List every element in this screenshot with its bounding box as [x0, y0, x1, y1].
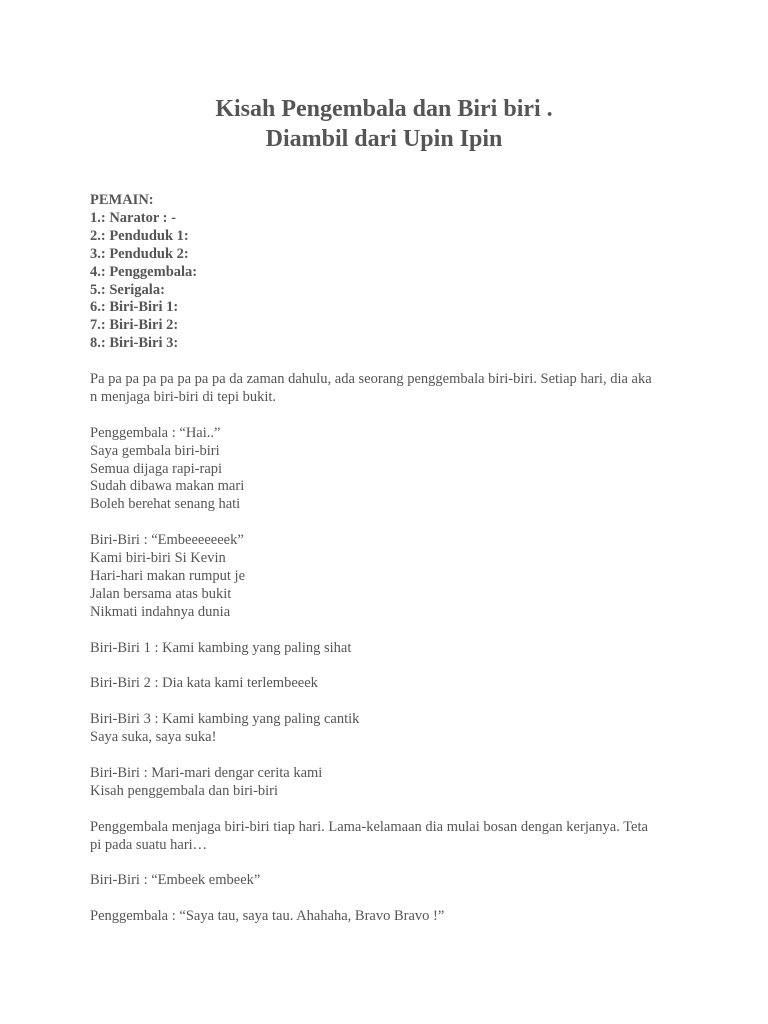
text-line: Penggembala : “Saya tau, saya tau. Ahahaha, Bravo Bravo !” [90, 908, 445, 925]
text-line: Saya suka, saya suka! [90, 729, 217, 746]
cast-item: 4.: Penggembala: [90, 263, 198, 280]
text-line: Penggembala : “Hai..” [90, 424, 221, 441]
cast-item: 6.: Biri-Biri 1: [90, 299, 179, 316]
title-line-2: Diambil dari Upin Ipin [265, 126, 503, 152]
text-line: Jalan bersama atas bukit [90, 585, 232, 602]
text-line: Kami biri-biri Si Kevin [90, 550, 226, 567]
paragraph-biri-1 [90, 640, 690, 658]
paragraph-narration [90, 819, 690, 855]
cast-item: 2.: Penduduk 1: [90, 227, 189, 244]
text-line: Semua dijaga rapi-rapi [90, 460, 223, 477]
text-line: Biri-Biri 2 : Dia kata kami terlembeeek [90, 675, 318, 692]
text-line: Sudah dibawa makan mari [90, 478, 245, 495]
cast-item: 7.: Biri-Biri 2: [90, 317, 179, 334]
title-line-1: Kisah Pengembala dan Biri biri . [215, 96, 553, 122]
text-line: Biri-Biri : “Embeek embeek” [90, 872, 261, 889]
text-line: Kisah penggembala dan biri-biri [90, 782, 279, 799]
paragraph-penggembala-song [90, 425, 690, 515]
cast-item: 8.: Biri-Biri 3: [90, 335, 179, 352]
paragraph-penggembala-bravo [90, 908, 690, 926]
paragraph-intro [90, 371, 690, 407]
paragraph-biri-2 [90, 675, 690, 693]
text-line: Saya gembala biri-biri [90, 442, 220, 459]
text-line: pi pada suatu hari… [90, 836, 208, 853]
text-line: Biri-Biri 1 : Kami kambing yang paling sihat [90, 639, 352, 656]
text-line: Pa pa pa pa pa pa pa pa da zaman dahulu, ada seorang penggembala biri-biri. Setiap hari, dia aka [90, 371, 652, 388]
document-body [90, 192, 690, 926]
text-line: Nikmati indahnya dunia [90, 603, 231, 620]
paragraph-biri-chorus [90, 765, 690, 801]
text-line: Biri-Biri : Mari-mari dengar cerita kami [90, 764, 323, 781]
cast-item: 5.: Serigala: [90, 281, 165, 298]
text-line: Biri-Biri : “Embeeeeeeek” [90, 532, 244, 549]
text-line: n menjaga biri-biri di tepi bukit. [90, 388, 277, 405]
text-line: Penggembala menjaga biri-biri tiap hari. Lama-kelamaan dia mulai bosan dengan kerjanya. Teta [90, 818, 648, 835]
paragraph-biri-embeek [90, 872, 690, 890]
paragraph-biri-3 [90, 711, 690, 747]
text-line: Hari-hari makan rumput je [90, 567, 246, 584]
cast-item: 3.: Penduduk 2: [90, 245, 189, 262]
document-title [0, 94, 768, 154]
cast-list [90, 192, 690, 353]
cast-heading: PEMAIN: [90, 192, 154, 208]
text-line: Boleh berehat senang hati [90, 496, 241, 513]
text-line: Biri-Biri 3 : Kami kambing yang paling cantik [90, 711, 360, 728]
cast-item: 1.: Narator : - [90, 209, 176, 226]
paragraph-biri-song [90, 532, 690, 622]
